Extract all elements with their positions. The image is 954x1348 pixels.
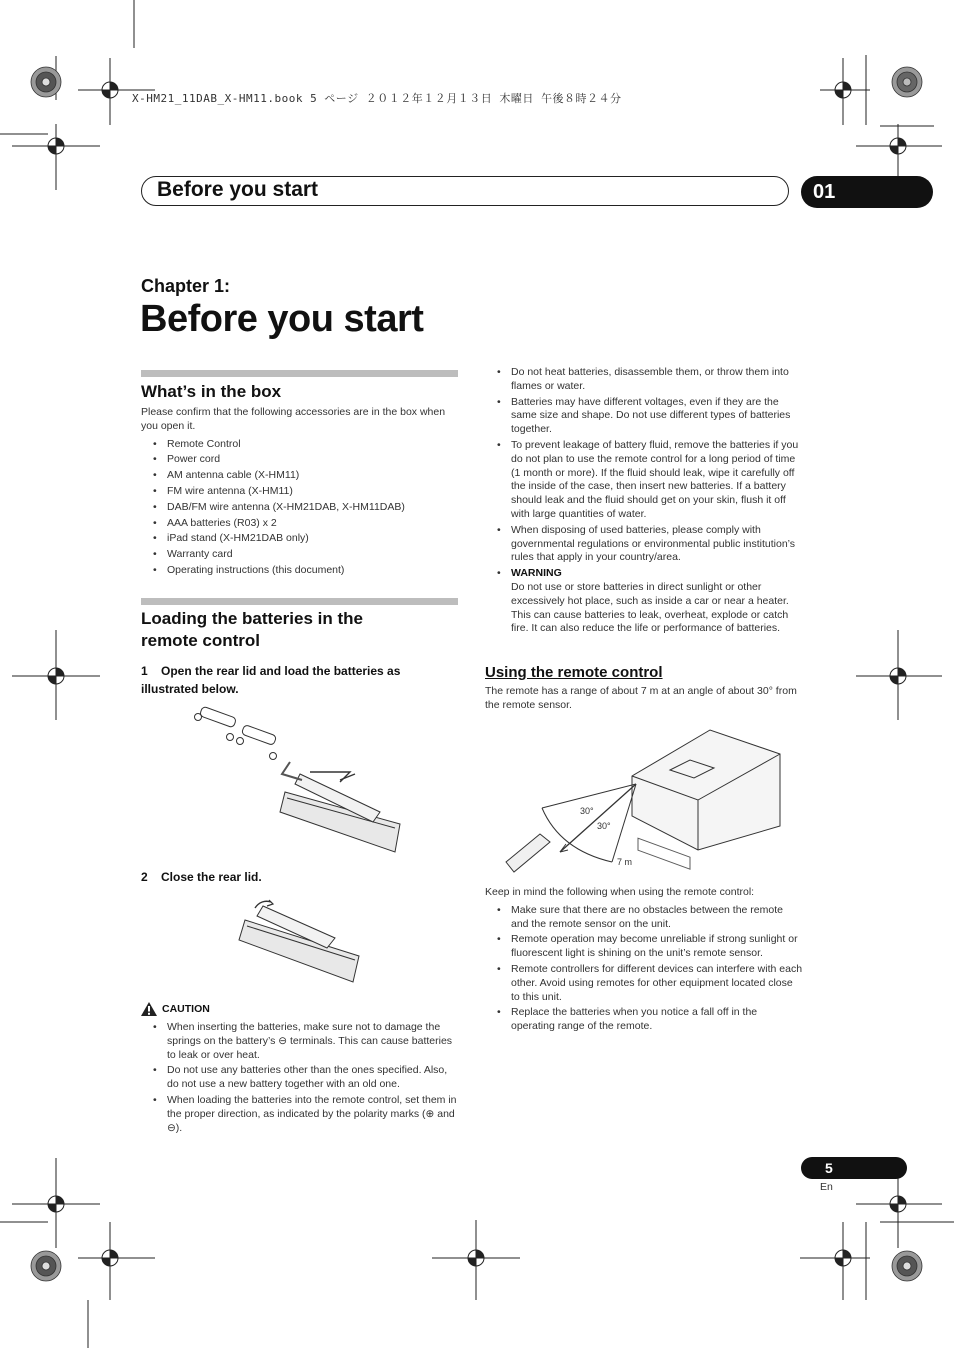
angle-top-label: 30° xyxy=(580,806,594,816)
list-item: • Operating instructions (this document) xyxy=(141,564,459,578)
list-item: • Do not heat batteries, disassemble them, or throw them into flames or water. xyxy=(485,366,803,394)
page-title: Before you start xyxy=(140,298,424,340)
remote-closed-illustration xyxy=(235,898,365,986)
list-item: • When disposing of used batteries, please comply with governmental regulations or environmental public institution’s rules that apply in your country/area. xyxy=(485,524,803,565)
list-item: • Make sure that there are no obstacles between the remote and the remote sensor on the unit. xyxy=(485,904,803,932)
section-rule xyxy=(141,598,458,605)
keep-in-mind-block xyxy=(485,886,803,1036)
box-intro: Please confirm that the following accessories are in the box when you open it. xyxy=(141,406,446,432)
box-heading: What’s in the box xyxy=(141,382,282,401)
step-2: 2 Close the rear lid. xyxy=(141,870,262,884)
step-1: 1 Open the rear lid and load the batteries as illustrated below. xyxy=(141,664,404,696)
caution-label: CAUTION xyxy=(162,1003,210,1015)
box-items xyxy=(141,438,459,578)
list-item: • Remote operation may become unreliable if strong sunlight or fluorescent light is shining on the unit’s remote sensor. xyxy=(485,933,803,961)
list-item: • iPad stand (X-HM21DAB only) xyxy=(141,532,459,546)
battery-notes xyxy=(485,366,803,638)
caution-items xyxy=(141,1021,459,1135)
section-rule xyxy=(141,370,458,377)
distance-label: 7 m xyxy=(617,857,633,867)
list-item: • Batteries may have different voltages, even if they are the same size and shape. Do not use different types of batteries together. xyxy=(485,396,803,437)
list-item: • Do not use any batteries other than the ones specified. Also, do not use a new battery together with an old one. xyxy=(141,1064,459,1092)
page-language: En xyxy=(820,1181,833,1193)
list-item: • DAB/FM wire antenna (X-HM21DAB, X-HM11DAB) xyxy=(141,501,459,515)
remote-range-diagram xyxy=(500,726,785,874)
list-item: • FM wire antenna (X-HM11) xyxy=(141,485,459,499)
remote-heading: Using the remote control xyxy=(485,664,663,681)
list-item: • To prevent leakage of battery fluid, remove the batteries if you do not plan to use the remote control for a long period of time (1 month or more). If the fluid should leak, wipe it carefully off the inside of the case, then insert new batteries. If a battery should leak and the fluid should get on your skin, flush it off with large quantities of water. xyxy=(485,439,803,522)
header-title: Before you start xyxy=(157,178,319,201)
list-item: • AM antenna cable (X-HM11) xyxy=(141,469,459,483)
chapter-number-badge: 01 xyxy=(801,176,933,208)
warning-item xyxy=(485,567,803,636)
list-item: • Warranty card xyxy=(141,548,459,562)
list-item: • When loading the batteries into the remote control, set them in the proper direction, as indicated by the polarity marks (⊕ and ⊖). xyxy=(141,1094,459,1135)
loading-section xyxy=(141,608,459,698)
remote-section xyxy=(485,664,803,713)
chapter-label: Chapter 1: xyxy=(141,276,231,296)
list-item: • Remote Control xyxy=(141,438,459,452)
list-item: • Power cord xyxy=(141,453,459,467)
list-item: • Replace the batteries when you notice a fall off in the operating range of the remote. xyxy=(485,1006,803,1034)
angle-bottom-label: 30° xyxy=(597,821,611,831)
warning-label: • WARNING xyxy=(511,567,562,580)
warning-text: Do not use or store batteries in direct sunlight or other excessively hot place, such as inside a car or near a heater. This can cause batteries to leak, overheat, explode or catch fire. It can also reduce the life or performance of batteries. xyxy=(511,580,789,635)
list-item: • When inserting the batteries, make sure not to damage the springs on the battery’s ⊖ terminals. This can cause batteries to leak or over heat. xyxy=(141,1021,459,1062)
print-info: X-HM21_11DAB_X-HM11.book 5 ページ ２０１２年１２月１３日 木曜日 午後８時２４分 xyxy=(132,92,622,105)
list-item: • Remote controllers for different devices can interfere with each other. Avoid using remotes for other equipment located close to this unit. xyxy=(485,963,803,1004)
caution-block xyxy=(141,1002,459,1137)
loading-heading: Loading the batteries in the remote control xyxy=(141,609,363,650)
remote-open-illustration xyxy=(190,712,410,857)
warning-triangle-icon xyxy=(141,1002,157,1016)
box-section xyxy=(141,381,459,580)
keep-in-mind-text: Keep in mind the following when using the remote control: xyxy=(485,886,755,898)
page-number: 5 xyxy=(801,1157,907,1179)
list-item: • AAA batteries (R03) x 2 xyxy=(141,517,459,531)
remote-intro: The remote has a range of about 7 m at an angle of about 30° from the remote sensor. xyxy=(485,685,797,711)
